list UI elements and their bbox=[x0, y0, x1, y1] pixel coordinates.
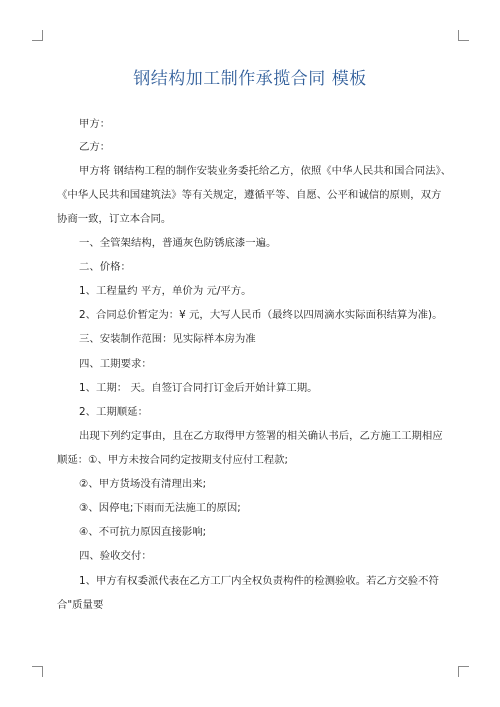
document-title: 钢结构加工制作承揽合同 模板 bbox=[133, 69, 367, 89]
paragraph-line: 甲方将 钢结构工程的制作安装业务委托给乙方，依照《中华人民共和国合同法》、 bbox=[79, 165, 452, 177]
clause-line: ③、因停电;下雨而无法施工的原因; bbox=[79, 502, 241, 514]
clause-line: 2、合同总价暂定为：¥ 元，大写人民币（最终以四周滴水实际面积结算为准)。 bbox=[79, 309, 443, 321]
section-heading: 四、验收交付： bbox=[79, 550, 152, 562]
clause-line: 一、全管架结构，普通灰色防锈底漆一遍。 bbox=[79, 237, 277, 249]
paragraph-line: 协商一致，订立本合同。 bbox=[57, 213, 172, 225]
paragraph-line: 合"质量要 bbox=[57, 599, 104, 611]
paragraph-line: 1、甲方有权委派代表在乙方工厂内全权负责构件的检测验收。若乙方交验不符 bbox=[79, 575, 439, 587]
paragraph-line: 出现下列约定事由，且在乙方取得甲方签署的相关确认书后，乙方施工工期相应 bbox=[79, 430, 443, 442]
paragraph-line: 《中华人民共和国建筑法》等有关规定，遵循平等、自愿、公平和诚信的原则，双方 bbox=[57, 189, 442, 201]
crop-mark-bottom-left bbox=[32, 666, 43, 677]
crop-mark-top-left bbox=[32, 30, 43, 41]
paragraph-line: 顺延：①、甲方未按合同约定按期支付应付工程款; bbox=[57, 454, 289, 466]
clause-line: 2、工期顺延： bbox=[79, 406, 148, 418]
party-b-line: 乙方： bbox=[79, 141, 111, 153]
clause-line: ②、甲方货场没有清理出来; bbox=[79, 478, 207, 490]
section-heading: 二、价格： bbox=[79, 261, 131, 273]
section-heading: 四、工期要求： bbox=[79, 358, 152, 370]
party-a-line: 甲方： bbox=[79, 118, 111, 130]
clause-line: ④、不可抗力原因直接影响; bbox=[79, 526, 207, 538]
crop-mark-top-right bbox=[458, 30, 469, 41]
clause-line: 1、工程量约 平方，单价为 元/平方。 bbox=[79, 285, 252, 297]
crop-mark-bottom-right bbox=[458, 666, 469, 677]
clause-line: 三、安装制作范围：见实际样本房为准 bbox=[79, 333, 256, 345]
clause-line: 1、工期： 天。自签订合同打订金后开始计算工期。 bbox=[79, 382, 318, 394]
